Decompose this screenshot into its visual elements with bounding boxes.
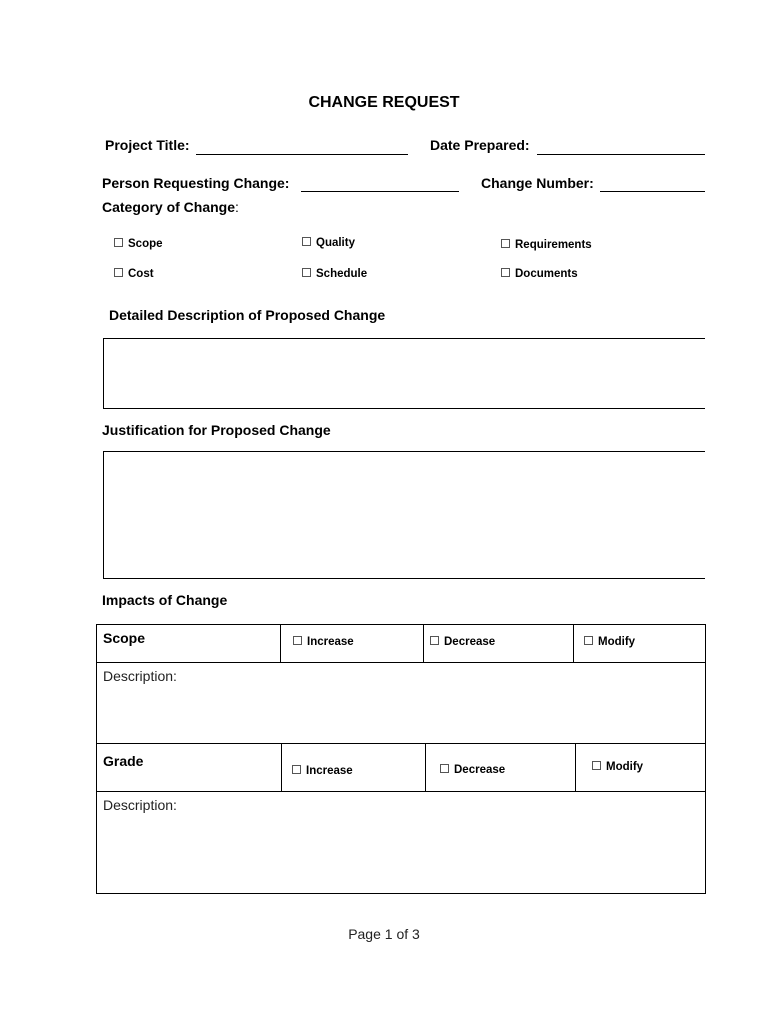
category-scope-label: Scope (128, 238, 163, 250)
category-label-colon: : (235, 199, 239, 215)
impact-scope-modify-cell (574, 625, 705, 663)
checkbox-icon[interactable] (293, 636, 302, 645)
impact-grade-decrease-label: Decrease (454, 764, 506, 776)
date-prepared-label: Date Prepared: (430, 137, 530, 153)
impact-scope-increase[interactable] (293, 636, 354, 648)
change-number-field[interactable] (600, 191, 705, 192)
impact-scope-decrease[interactable] (430, 636, 495, 648)
impact-grade-description[interactable] (97, 792, 705, 893)
checkbox-icon[interactable] (292, 765, 301, 774)
justification-textbox[interactable] (103, 451, 705, 579)
impacts-heading: Impacts of Change (102, 592, 228, 608)
impact-grade-label: Grade (103, 753, 144, 769)
page-title: CHANGE REQUEST (308, 94, 460, 111)
impact-scope-increase-cell (281, 625, 424, 663)
checkbox-icon[interactable] (302, 237, 311, 246)
impact-scope-decrease-label: Decrease (444, 636, 496, 648)
impact-scope-description[interactable] (97, 663, 705, 744)
checkbox-icon[interactable] (501, 268, 510, 277)
page-number: Page 1 of 3 (348, 926, 420, 942)
impact-grade-cell (97, 744, 282, 792)
category-scope[interactable] (114, 238, 163, 250)
impact-scope-cell (97, 625, 281, 663)
project-title-label: Project Title: (105, 137, 190, 153)
category-schedule[interactable] (302, 268, 367, 280)
category-quality-label: Quality (316, 237, 355, 249)
impact-scope-description-label: Description: (103, 668, 177, 684)
description-heading: Detailed Description of Proposed Change (109, 307, 386, 323)
checkbox-icon[interactable] (501, 239, 510, 248)
category-requirements[interactable] (501, 239, 592, 251)
impact-grade-description-label: Description: (103, 797, 177, 813)
checkbox-icon[interactable] (440, 764, 449, 773)
date-prepared-field[interactable] (537, 154, 705, 155)
impact-grade-modify-label: Modify (606, 761, 644, 773)
impacts-table (96, 624, 706, 894)
category-requirements-label: Requirements (515, 239, 592, 251)
category-label (102, 199, 239, 215)
checkbox-icon[interactable] (302, 268, 311, 277)
checkbox-icon[interactable] (584, 636, 593, 645)
person-requesting-label: Person Requesting Change: (102, 175, 290, 191)
category-cost-label: Cost (128, 268, 154, 280)
justification-heading: Justification for Proposed Change (102, 422, 331, 438)
project-title-field[interactable] (196, 154, 408, 155)
person-requesting-field[interactable] (301, 191, 459, 192)
impact-grade-increase[interactable] (292, 765, 353, 777)
category-cost[interactable] (114, 268, 154, 280)
description-textbox[interactable] (103, 338, 705, 409)
impact-scope-modify-label: Modify (598, 636, 636, 648)
impact-scope-increase-label: Increase (307, 636, 354, 648)
impact-grade-modify-cell (576, 744, 705, 792)
category-documents[interactable] (501, 268, 578, 280)
impact-scope-label: Scope (103, 630, 146, 646)
impact-grade-decrease[interactable] (440, 764, 505, 776)
checkbox-icon[interactable] (592, 761, 601, 770)
impact-grade-decrease-cell (426, 744, 576, 792)
checkbox-icon[interactable] (114, 238, 123, 247)
category-schedule-label: Schedule (316, 268, 368, 280)
impact-scope-modify[interactable] (584, 636, 635, 648)
impact-scope-decrease-cell (424, 625, 574, 663)
impact-grade-increase-label: Increase (306, 765, 353, 777)
checkbox-icon[interactable] (430, 636, 439, 645)
checkbox-icon[interactable] (114, 268, 123, 277)
impact-grade-increase-cell (282, 744, 426, 792)
category-label-text: Category of Change (102, 199, 236, 215)
impact-grade-modify[interactable] (592, 761, 643, 773)
category-quality[interactable] (302, 237, 355, 249)
category-documents-label: Documents (515, 268, 578, 280)
change-number-label: Change Number: (481, 175, 594, 191)
